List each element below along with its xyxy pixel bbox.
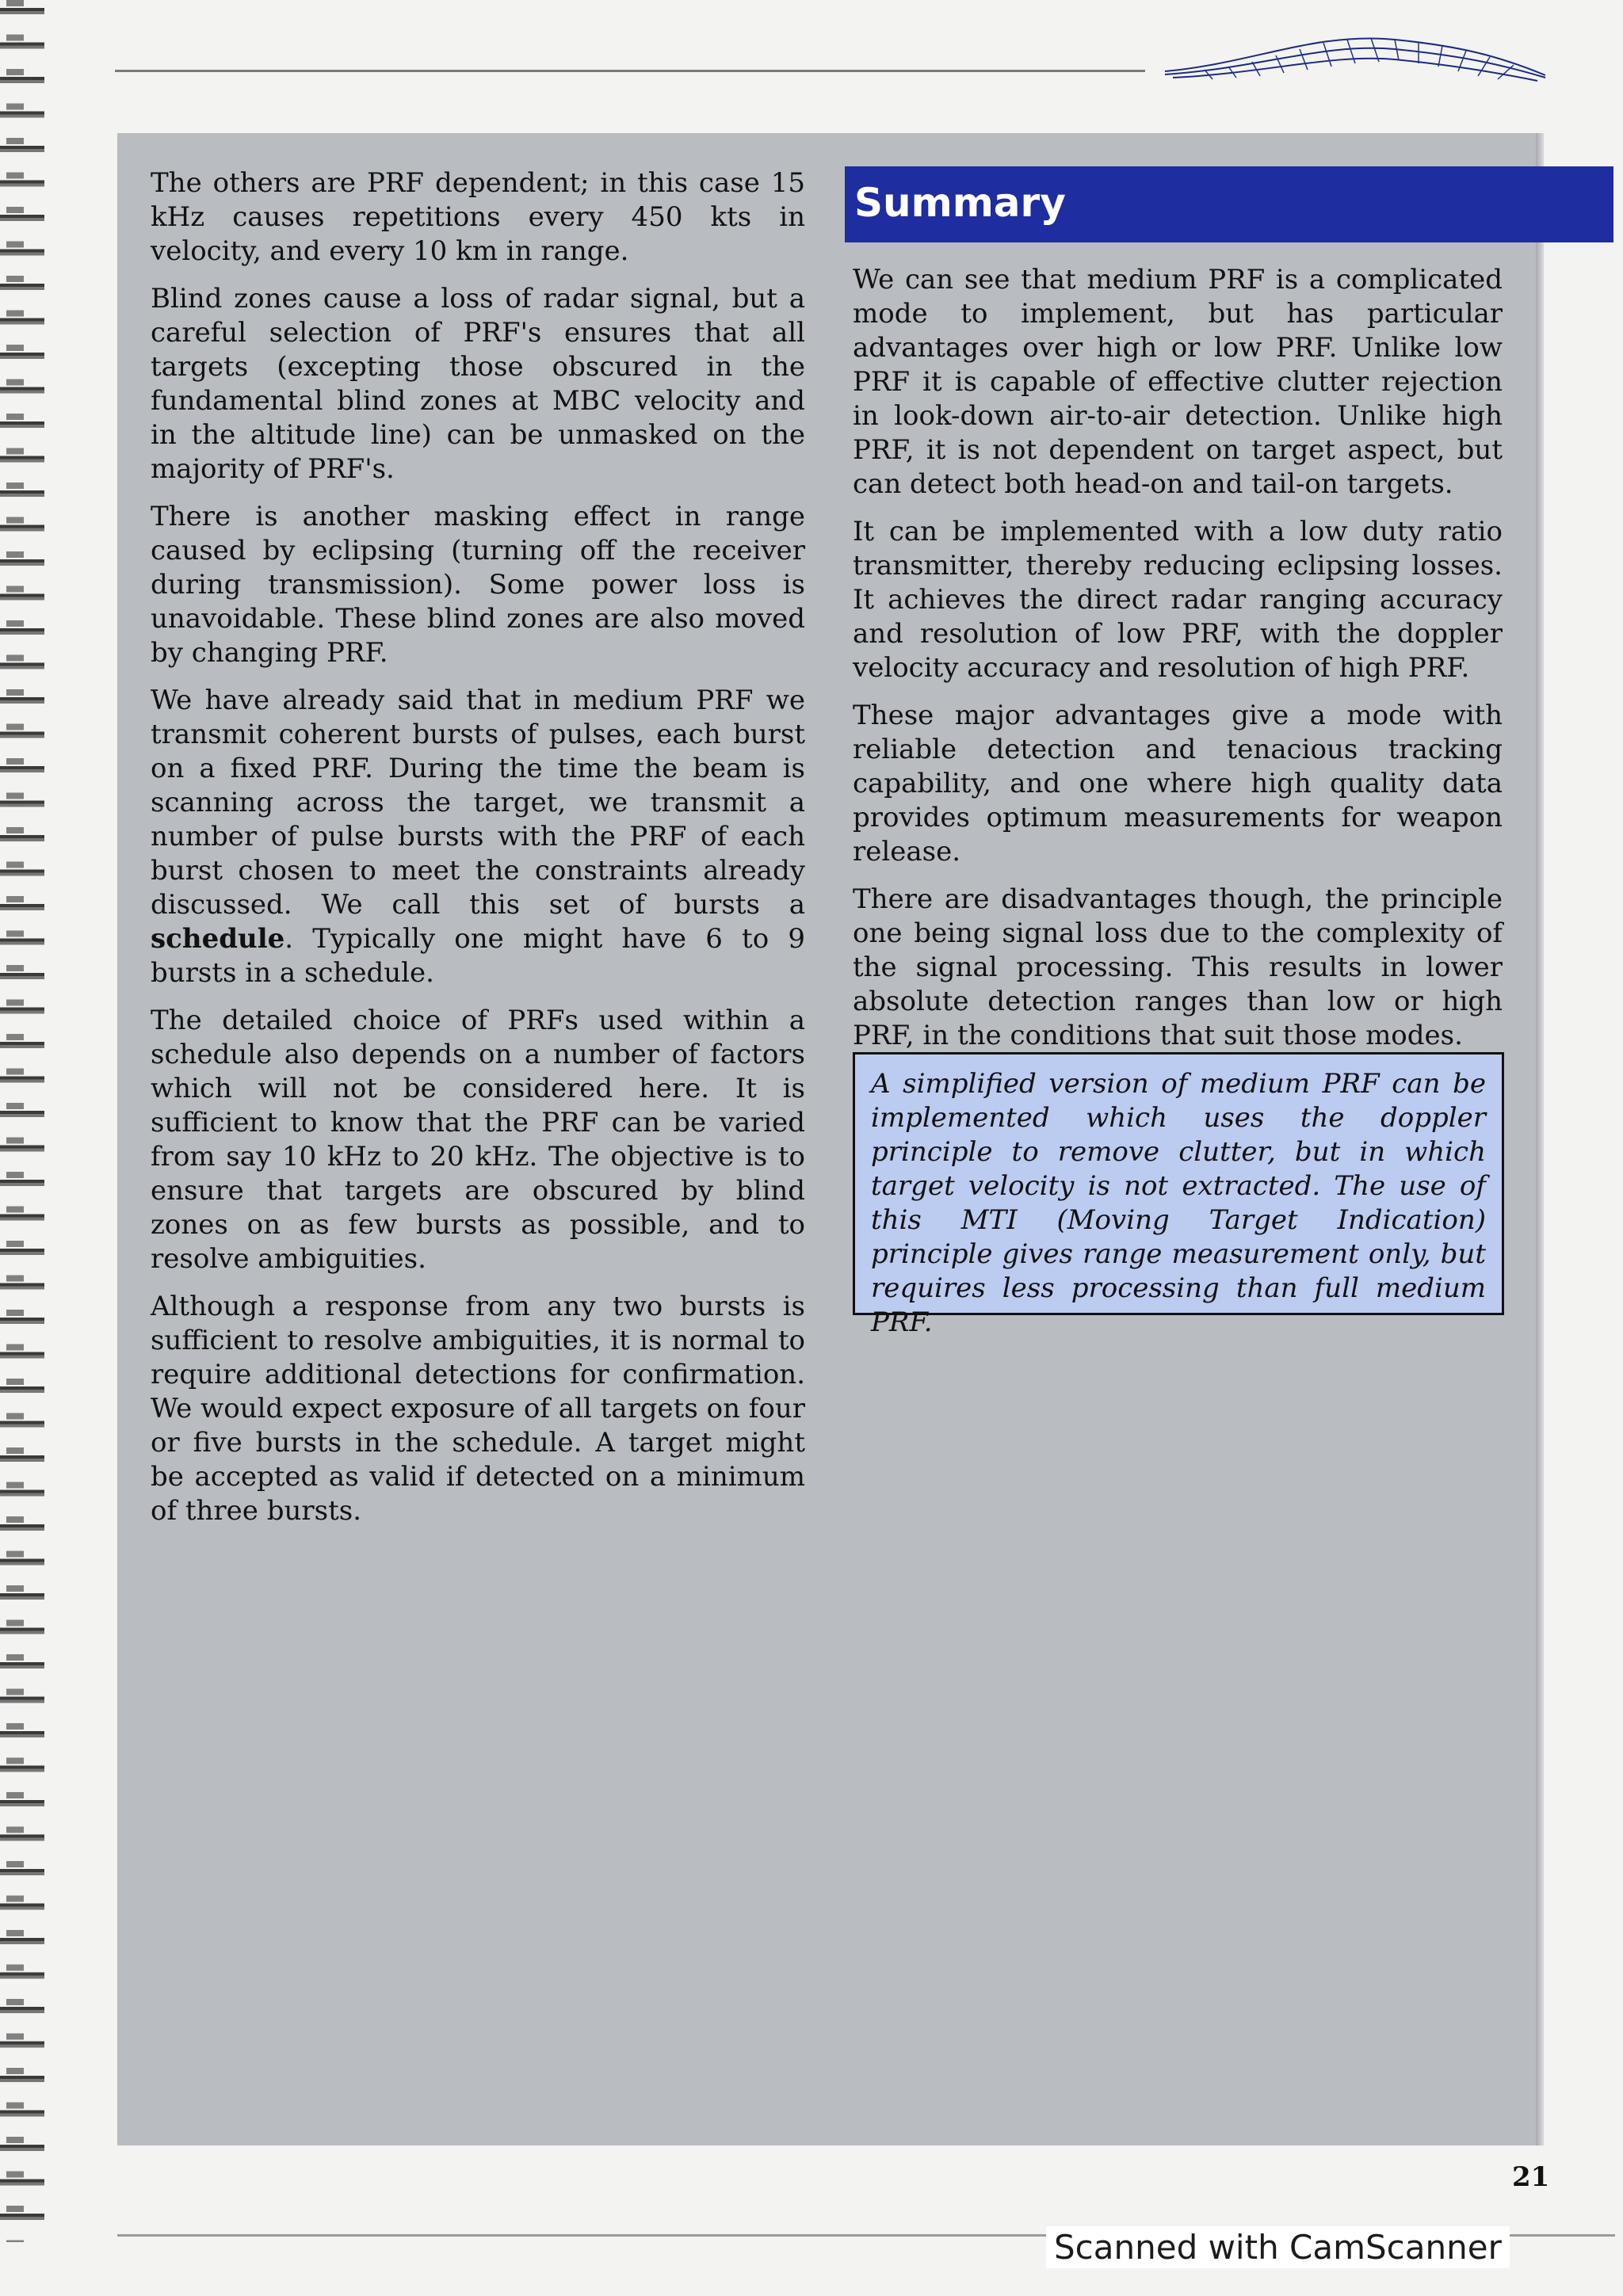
panel-edge-shadow <box>1536 133 1544 2145</box>
schedule-term: schedule <box>151 923 285 955</box>
paragraph: The others are PRF dependent; in this case 15 kHz causes repetitions every 450 kts in velocity, and every 10 km in range. <box>151 167 805 267</box>
paragraph: Blind zones cause a loss of radar signal, but a careful selection of PRF's ensures that all targets (excepting those obscured in the fundamental blind zones at MBC velocity and in the altitude line) can be unmasked on the majority of PRF's. <box>151 283 805 485</box>
paragraph-text: . Typically one might have 6 to 9 bursts in a schedule. <box>151 923 805 989</box>
note-text: A simplified version of medium PRF can be implemented which uses the doppler principle to remove clutter, but in which target velocity is not extracted. The use of this MTI (Moving Target Indication) principle gives range measurement only, but requires less processing than full medium PRF. <box>871 1068 1486 1338</box>
section-title: Summary <box>854 180 1066 226</box>
paragraph: There are disadvantages though, the principle one being signal loss due to the complexity of the signal processing. This results in lower absolute detection ranges than low or high PRF, in the conditions that suit those modes. <box>853 883 1503 1051</box>
spiral-binding-shadow <box>6 0 24 2242</box>
paragraph: Although a response from any two bursts is sufficient to resolve ambiguities, it is normal to require additional detections for confirmation. We would expect exposure of all targets on four or five bursts in the schedule. A target might be accepted as valid if detected on a minimum of three bursts. <box>151 1291 805 1527</box>
header-wave-graphic <box>1157 16 1553 103</box>
scanner-watermark: Scanned with CamScanner <box>1046 2226 1510 2268</box>
paragraph: These major advantages give a mode with reliable detection and tenacious tracking capability, and one where high quality data provides optimum measurements for weapon release. <box>853 700 1503 868</box>
paragraph-text: We have already said that in medium PRF we transmit coherent bursts of pulses, each burst on a fixed PRF. During the time the beam is scanning across the target, we transmit a number of pulse bursts with the PRF of each burst chosen to meet the constraints already discussed. We call this set of bursts a <box>151 685 805 921</box>
paragraph: There is another masking effect in range caused by eclipsing (turning off the receiver during transmission). Some power loss is unavoidable. These blind zones are also moved by changing PRF. <box>151 501 805 669</box>
paragraph: The detailed choice of PRFs used within a schedule also depends on a number of factors which will not be considered here. It is sufficient to know that the PRF can be varied from say 10 kHz to 20 kHz. The objective is to ensure that targets are obscured by blind zones on as few bursts as possible, and to resolve ambiguities. <box>151 1005 805 1275</box>
paragraph <box>151 684 805 990</box>
page-number: 21 <box>1512 2161 1550 2193</box>
left-column <box>151 166 805 1542</box>
paragraph: We can see that medium PRF is a complicated mode to implement, but has particular advantages over high or low PRF. Unlike low PRF it is capable of effective clutter rejection in look-down air-to-air detection. Unlike high PRF, it is not dependent on target aspect, but can detect both head-on and tail-on targets. <box>853 264 1503 500</box>
right-column <box>853 263 1503 1066</box>
note-box <box>853 1052 1504 1338</box>
header-rule <box>115 70 1145 72</box>
paragraph: It can be implemented with a low duty ratio transmitter, thereby reducing eclipsing losses. It achieves the direct radar ranging accuracy and resolution of low PRF, with the doppler velocity accuracy and resolution of high PRF. <box>853 516 1503 684</box>
